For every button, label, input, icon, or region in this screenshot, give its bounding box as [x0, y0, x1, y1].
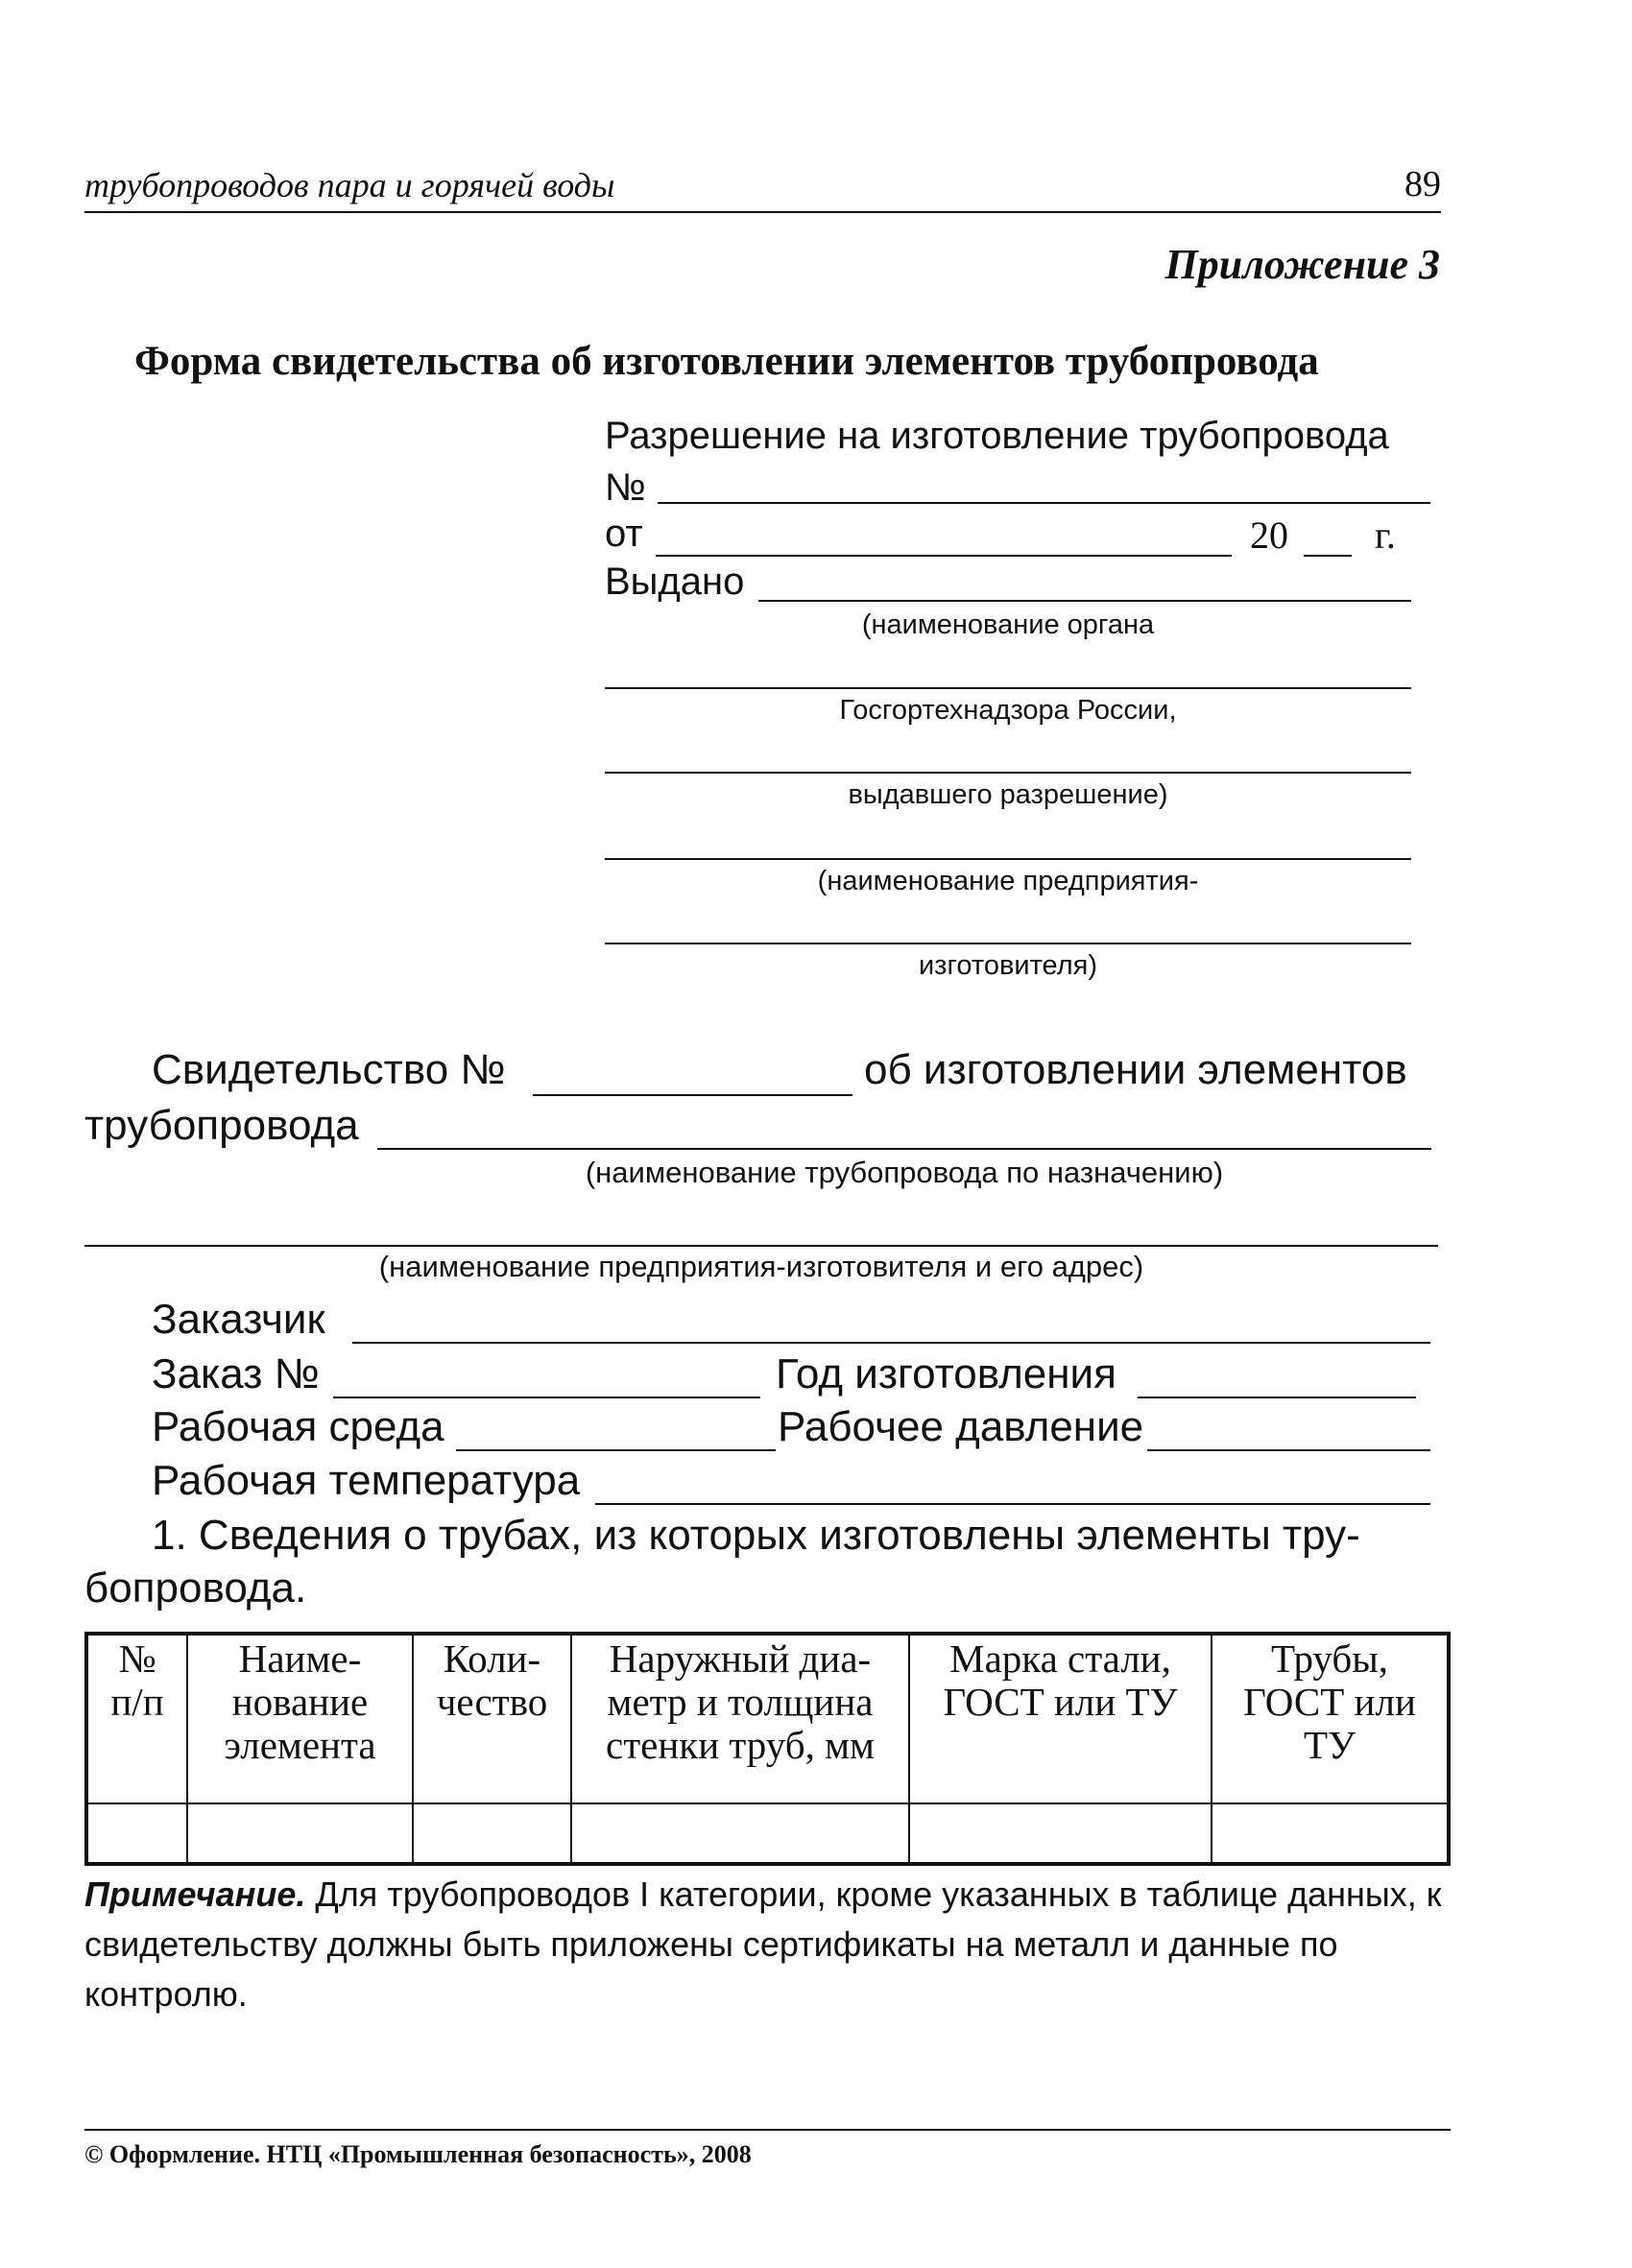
pipes-table — [84, 1632, 1451, 1866]
permit-number-field[interactable] — [658, 502, 1430, 504]
caption-manufacturer-end: изготовителя) — [918, 950, 1098, 981]
table-row — [86, 1803, 1449, 1864]
authority-field-2[interactable] — [605, 772, 1411, 774]
permit-number-label: № — [605, 466, 646, 509]
header-diameter: Наружный диа- метр и толщина стенки труб, мм — [571, 1634, 909, 1803]
footer-rule — [84, 2129, 1451, 2131]
caption-authority: (наименование органа — [861, 609, 1155, 640]
temperature-field[interactable] — [595, 1503, 1430, 1505]
note-text: Для трубопроводов I категории, кроме указанных в таблице данных, к свидетельству должны быть приложены сертификаты на металл и данные по контролю. — [84, 1874, 1442, 2014]
table-header-row — [86, 1634, 1449, 1803]
manufacturer-field-1[interactable] — [605, 858, 1411, 860]
section1-heading-cont: бопровода. — [84, 1564, 307, 1611]
pipeline-field[interactable] — [377, 1148, 1431, 1150]
table-cell[interactable] — [413, 1803, 571, 1864]
permit-year-prefix: 20 — [1250, 513, 1288, 557]
note — [84, 1870, 1448, 2019]
running-title: трубопроводов пара и горячей воды — [84, 166, 615, 204]
temperature-label: Рабочая температура — [152, 1457, 581, 1504]
permit-year-field[interactable] — [1304, 555, 1352, 557]
permit-line: Разрешение на изготовление трубопровода — [605, 415, 1389, 457]
customer-label: Заказчик — [152, 1296, 325, 1343]
table-cell[interactable] — [571, 1803, 909, 1864]
certificate-about: об изготовлении элементов — [864, 1046, 1407, 1093]
pipeline-label: трубопровода — [84, 1102, 359, 1149]
section1-heading: 1. Сведения о трубах, из которых изготовлены элементы тру- — [152, 1512, 1360, 1559]
permit-issued-field[interactable] — [758, 600, 1411, 602]
certificate-label: Свидетельство № — [152, 1046, 506, 1093]
running-header — [84, 161, 1441, 213]
year-field[interactable] — [1138, 1397, 1416, 1398]
permit-date-field[interactable] — [656, 555, 1232, 557]
header-quantity: Коли- чество — [413, 1634, 571, 1803]
order-number-field[interactable] — [333, 1397, 760, 1398]
caption-manufacturer: (наименование предприятия- — [817, 866, 1199, 896]
customer-field[interactable] — [352, 1342, 1430, 1344]
caption-maker-address: (наименование предприятия-изготовителя и его адрес) — [378, 1250, 1144, 1283]
maker-address-field[interactable] — [84, 1245, 1438, 1247]
table-cell[interactable] — [187, 1803, 413, 1864]
permit-issued-label: Выдано — [605, 561, 745, 603]
page-number: 89 — [1404, 164, 1441, 204]
caption-issued-permit: выдавшего разрешение) — [848, 779, 1168, 810]
appendix-label: Приложение 3 — [1164, 241, 1440, 288]
manufacturer-field-2[interactable] — [605, 943, 1411, 944]
note-label: Примечание. — [84, 1874, 306, 1914]
footer-copyright: © Оформление. НТЦ «Промышленная безопасность», 2008 — [84, 2140, 752, 2168]
form-title: Форма свидетельства об изготовлении элементов трубопровода — [134, 339, 1319, 384]
medium-field[interactable] — [456, 1449, 776, 1451]
permit-from-label: от — [605, 513, 643, 555]
year-label: Год изготовления — [776, 1350, 1116, 1397]
caption-pipeline-purpose: (наименование трубопровода по назначению) — [585, 1156, 1224, 1189]
header-steel-grade: Марка стали, ГОСТ или ТУ — [909, 1634, 1212, 1803]
certificate-number-field[interactable] — [533, 1094, 852, 1096]
header-element-name: Наиме- нование элемента — [187, 1634, 413, 1803]
table-cell[interactable] — [1212, 1803, 1449, 1864]
authority-field-1[interactable] — [605, 687, 1411, 689]
medium-label: Рабочая среда — [152, 1403, 444, 1450]
pressure-label: Рабочее давление — [778, 1403, 1144, 1450]
permit-year-suffix: г. — [1375, 513, 1396, 557]
caption-gosgortekhnadzor: Госгортехнадзора России, — [839, 695, 1177, 726]
table-cell[interactable] — [909, 1803, 1212, 1864]
pressure-field[interactable] — [1147, 1449, 1430, 1451]
header-pipes-standard: Трубы, ГОСТ или ТУ — [1212, 1634, 1449, 1803]
header-number: № п/п — [86, 1634, 187, 1803]
order-label: Заказ № — [152, 1350, 320, 1397]
table-cell[interactable] — [86, 1803, 187, 1864]
